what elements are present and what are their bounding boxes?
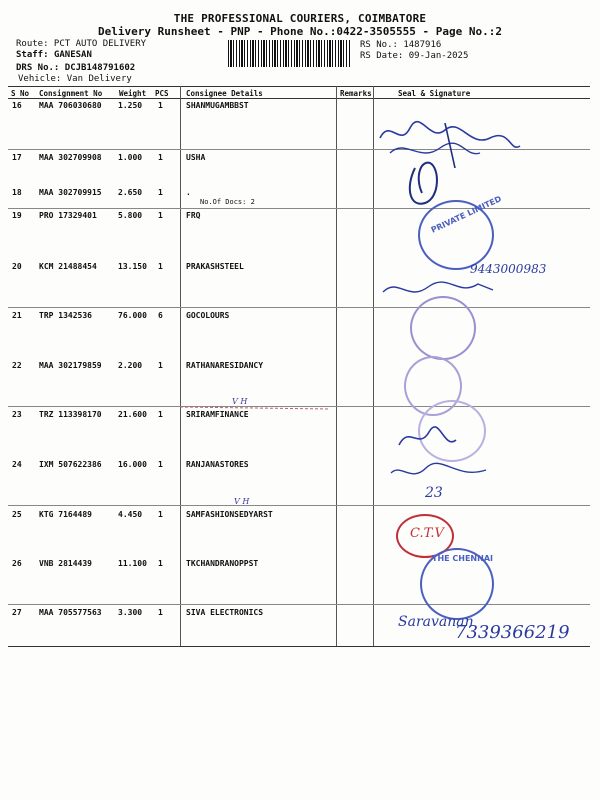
staff-value: GANESAN xyxy=(53,50,92,60)
col-remarks: Remarks xyxy=(340,89,372,98)
row-sno: 22 xyxy=(12,361,22,370)
row-consignee: TKCHANDRANOPPST xyxy=(186,559,259,568)
row-pcs: 1 xyxy=(158,211,163,220)
table-row xyxy=(0,460,600,474)
row-pcs: 1 xyxy=(158,510,163,519)
row-consignee: PRAKASHSTEEL xyxy=(186,262,244,271)
row-pcs: 1 xyxy=(158,559,163,568)
seal-text: THE CHENNAI xyxy=(432,554,493,563)
row-consignee: GOCOLOURS xyxy=(186,311,230,320)
row-consignment: MAA 706030680 xyxy=(39,101,102,110)
row-sno: 20 xyxy=(12,262,22,271)
row-consignment: MAA 302709908 xyxy=(39,153,102,162)
row-pcs: 1 xyxy=(158,262,163,271)
barcode xyxy=(228,40,350,67)
row-consignment: TRZ 113398170 xyxy=(39,410,102,419)
company-title: THE PROFESSIONAL COURIERS, COIMBATORE xyxy=(173,12,427,25)
col-seal-signature: Seal & Signature xyxy=(398,89,471,98)
row-weight: 3.300 xyxy=(118,608,143,617)
handwritten-number: 23 xyxy=(425,485,443,501)
strike-line xyxy=(180,401,330,413)
row-divider xyxy=(8,604,590,605)
row-consignment: MAA 302709915 xyxy=(39,188,102,197)
row-weight: 2.650 xyxy=(118,188,143,197)
signature-scribble-icon xyxy=(386,458,496,488)
table-row xyxy=(0,608,600,622)
row-pcs: 6 xyxy=(158,311,163,320)
handwritten-name: Saravanan xyxy=(398,614,474,630)
staff xyxy=(16,50,92,60)
row-consignment: IXM 507622386 xyxy=(39,460,102,469)
row-sno: 21 xyxy=(12,311,22,320)
row-sno: 19 xyxy=(12,211,22,220)
row-consignment: PRO 17329401 xyxy=(39,211,97,220)
row-pcs: 1 xyxy=(158,460,163,469)
row-weight: 13.150 xyxy=(118,262,147,271)
row-consignment: MAA 302179859 xyxy=(39,361,102,370)
row-weight: 16.000 xyxy=(118,460,147,469)
row-weight: 11.100 xyxy=(118,559,147,568)
col-sno: S No xyxy=(11,89,30,98)
row-pcs: 1 xyxy=(158,188,163,197)
row-pcs: 1 xyxy=(158,153,163,162)
row-consignee: USHA xyxy=(186,153,206,162)
table-row xyxy=(0,361,600,375)
table-row xyxy=(0,510,600,524)
handwritten-phone-1: 9443000983 xyxy=(470,262,547,276)
row-sno: 24 xyxy=(12,460,22,469)
row-pcs: 1 xyxy=(158,101,163,110)
row-pcs: 1 xyxy=(158,410,163,419)
row-divider xyxy=(8,505,590,506)
signature-scribble-icon xyxy=(394,420,464,456)
drs-value: DCJB148791602 xyxy=(64,63,136,73)
row-sno: 17 xyxy=(12,153,22,162)
row-consignee: SHANMUGAMBBST xyxy=(186,101,249,110)
seal-text: PRIVATE LIMITED xyxy=(429,194,503,235)
handwritten-phone-2: 7339366219 xyxy=(455,622,570,643)
row-consignee: RANJANASTORES xyxy=(186,460,249,469)
table-row xyxy=(0,311,600,325)
row-divider xyxy=(8,307,590,308)
staff-label: Staff: xyxy=(16,50,54,60)
row-consignee: SAMFASHIONSEDYARST xyxy=(186,510,273,519)
row-consignee: SRIRAMFINANCE xyxy=(186,410,249,419)
table-bottom-border xyxy=(8,646,590,647)
row-weight: 4.450 xyxy=(118,510,143,519)
row-weight: 76.000 xyxy=(118,311,147,320)
rs-date: RS Date: 09-Jan-2025 xyxy=(360,51,469,61)
row-consignee: . xyxy=(186,188,191,197)
table-top-border xyxy=(8,86,590,87)
row-sno: 26 xyxy=(12,559,22,568)
row-consignment: MAA 705577563 xyxy=(39,608,102,617)
row-consignee: FRQ xyxy=(186,211,201,220)
seal-chennai xyxy=(420,548,494,620)
vehicle: Vehicle: Van Delivery xyxy=(18,74,132,84)
row-sno: 25 xyxy=(12,510,22,519)
row-consignment: KCM 21488454 xyxy=(39,262,97,271)
row-sno: 16 xyxy=(12,101,22,110)
col-consignment: Consignment No xyxy=(39,89,103,98)
route: Route: PCT AUTO DELIVERY xyxy=(16,39,147,49)
row-sno: 23 xyxy=(12,410,22,419)
row-docs-count: No.Of Docs: 2 xyxy=(200,198,255,206)
row-consignee: SIVA ELECTRONICS xyxy=(186,608,264,617)
table-header-border xyxy=(8,98,590,99)
drs-label: DRS No.: xyxy=(16,63,65,73)
row-weight: 21.600 xyxy=(118,410,147,419)
table-row xyxy=(0,559,600,573)
seal-stamp xyxy=(410,296,476,360)
runsheet-title: Delivery Runsheet - PNP - Phone No.:0422-3505555 - Page No.:2 xyxy=(98,25,502,38)
row-weight: 1.000 xyxy=(118,153,143,162)
col-pcs: PCS xyxy=(155,89,169,98)
row-consignment: KTG 7164489 xyxy=(39,510,92,519)
row-sno: 27 xyxy=(12,608,22,617)
seal-private-limited xyxy=(418,194,503,270)
handwritten-vh-2: V H xyxy=(234,497,250,506)
col-consignee: Consignee Details xyxy=(186,89,263,98)
drs-number xyxy=(16,63,135,73)
row-weight: 1.250 xyxy=(118,101,143,110)
row-weight: 5.800 xyxy=(118,211,143,220)
row-pcs: 1 xyxy=(158,608,163,617)
rs-number: RS No.: 1487916 xyxy=(360,40,442,50)
seal-text: C.T.V xyxy=(410,526,444,541)
row-weight: 2.200 xyxy=(118,361,143,370)
row-consignment: TRP 1342536 xyxy=(39,311,92,320)
row-consignment: VNB 2814439 xyxy=(39,559,92,568)
row-pcs: 1 xyxy=(158,361,163,370)
handwritten-vh-1: V H xyxy=(232,397,248,406)
row-sno: 18 xyxy=(12,188,22,197)
col-weight: Weight xyxy=(119,89,147,98)
row-consignee: RATHANARESIDANCY xyxy=(186,361,264,370)
